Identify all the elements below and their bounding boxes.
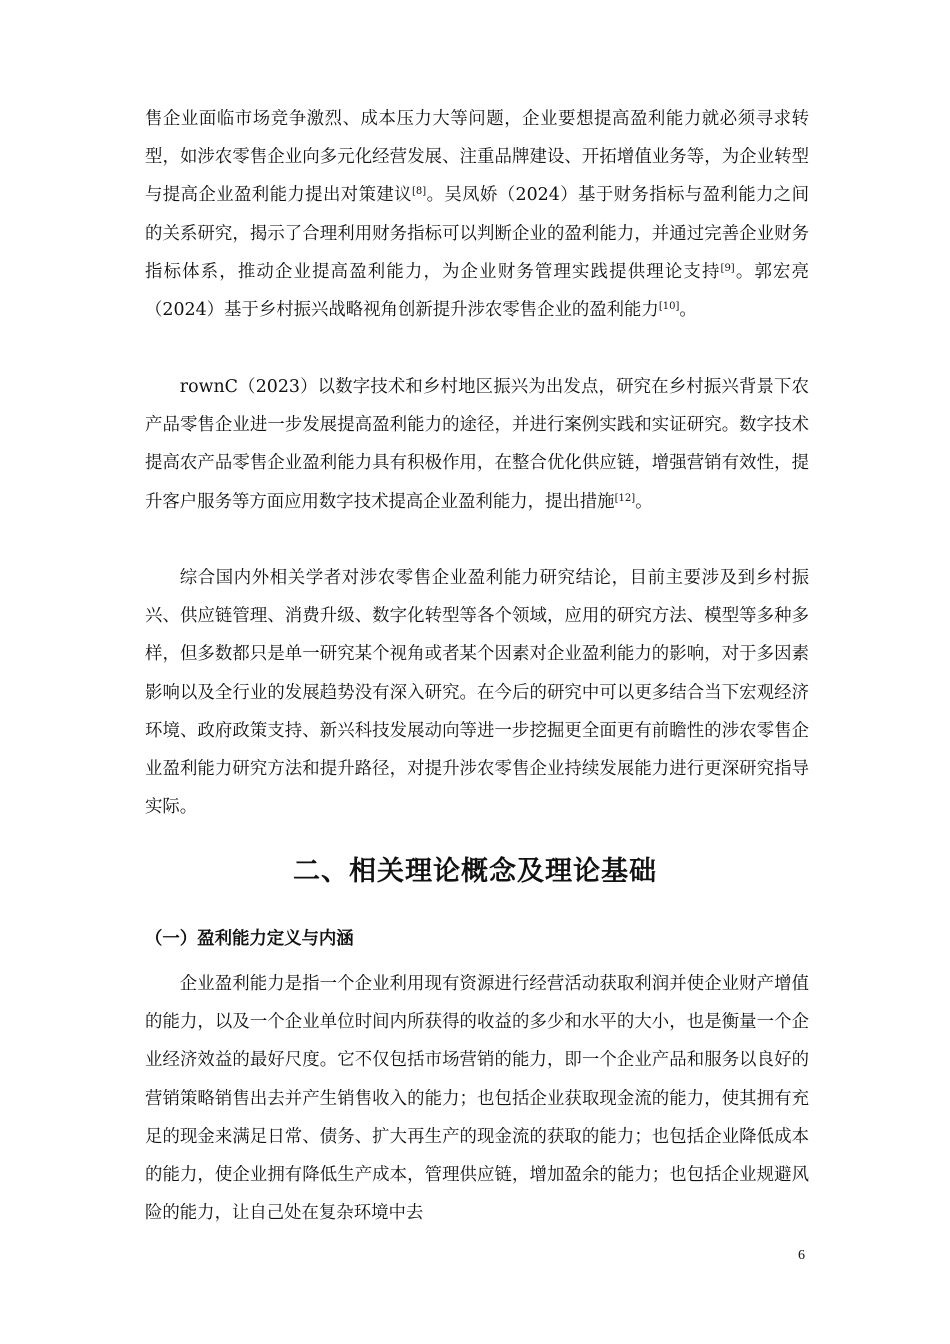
paragraph-summary: 综合国内外相关学者对涉农零售企业盈利能力研究结论，目前主要涉及到乡村振兴、供应链管理、消费升级、数字化转型等各个领域，应用的研究方法、模型等多种多样，但多数都只是单一研究某个视角或者某个因素对企业盈利能力的影响，对于多因素影响以及全行业的发展趋势没有深入研究。在今后的研究中可以更多结合当下宏观经济环境、政府政策支持、新兴科技发展动向等进一步挖掘更全面更有前瞻性的涉农零售企业盈利能力研究方法和提升路径，对提升涉农零售企业持续发展能力进行更深研究指导实际。: [145, 568, 809, 818]
paragraph-text: rownC（2023）以数字技术和乡村地区振兴为出发点，研究在乡村振兴背景下农产品零售企业进一步发展提高盈利能力的途径，并进行案例实践和实证研究。数字技术提高农产品零售企业盈利能力具有积极作用，在整合优化供应链，增强营销有效性，提升客户服务等方面应用数字技术提高企业盈利能力，提出措施: [145, 377, 809, 512]
citation-ref: [10]: [658, 301, 680, 313]
citation-ref: [12]: [614, 492, 636, 504]
section-title: 二、相关理论概念及理论基础: [293, 856, 657, 887]
paragraph-text: 。: [679, 300, 697, 321]
citation-ref: [8]: [411, 186, 427, 198]
paragraph-text: 。郭宏亮（2024）基于乡村振兴战略视角创新提升涉农零售企业的盈利能力: [145, 261, 809, 321]
paragraph-text: 。: [635, 491, 653, 512]
paragraph-text: 。吴凤娇（2024）基于财务指标与盈利能力之间的关系研究，揭示了合理利用财务指标可以判断企业的盈利能力，并通过完善企业财务指标体系，推动企业提高盈利能力，为企业财务管理实践提供理论支持: [145, 185, 809, 282]
citation-ref: [9]: [720, 262, 735, 274]
paragraph-literature-review-2: [145, 368, 809, 521]
paragraph-profitability-definition: 企业盈利能力是指一个企业利用现有资源进行经营活动获取利润并使企业财产增值的能力，以及一个企业单位时间内所获得的收益的多少和水平的大小，也是衡量一个企业经济效益的最好尺度。它不仅包括市场营销的能力，即一个企业产品和服务以良好的营销策略销售出去并产生销售收入的能力；也包括企业获取现金流的能力，使其拥有充足的现金来满足日常、债务、扩大再生产的现金流的获取的能力；也包括企业降低成本的能力，使企业拥有降低生产成本，管理供应链，增加盈余的能力；也包括企业规避风险的能力，让自己处在复杂环境中去: [145, 974, 809, 1224]
paragraph-text: 售企业面临市场竞争激烈、成本压力大等问题，企业要想提高盈利能力就必须寻求转型，如涉农零售企业向多元化经营发展、注重品牌建设、开拓增值业务等，为企业转型与提高企业盈利能力提出对策建议: [145, 109, 809, 206]
paragraph-literature-review-1: [145, 100, 809, 329]
page-number: 6: [798, 1248, 805, 1263]
subsection-title: （一）盈利能力定义与内涵: [145, 929, 354, 949]
